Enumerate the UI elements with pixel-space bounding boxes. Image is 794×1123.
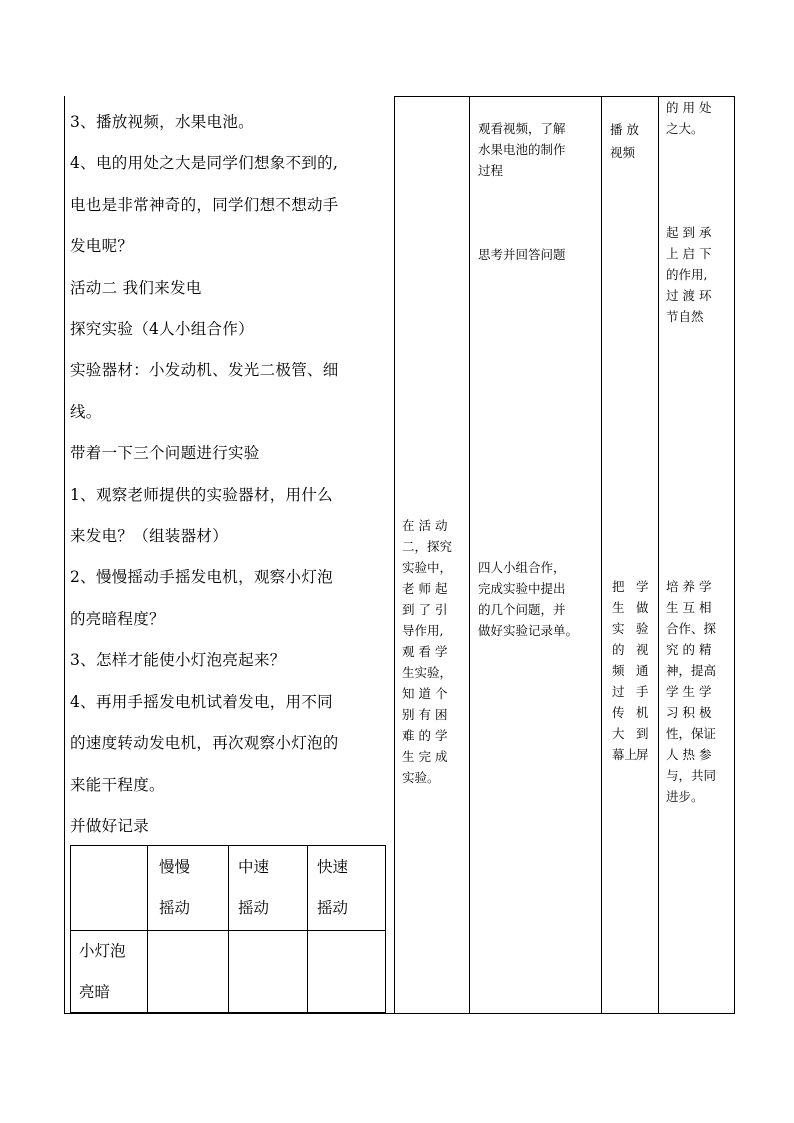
record-table-vline-3 [307, 845, 308, 1013]
intent-line: 生 互 相 [666, 600, 712, 615]
media-play-video [610, 118, 654, 164]
content-line: 2、慢慢摇动手摇发电机，观察小灯泡 [70, 568, 333, 587]
table-right-border [734, 96, 735, 1014]
student-activity-line: 四人小组合作， [478, 560, 566, 575]
media-line: 传 [612, 705, 625, 720]
record-table-vline-2 [228, 845, 229, 1013]
teacher-activity-line: 老 师 起 [402, 581, 448, 596]
teacher-activity-line: 难 的 学 [402, 728, 448, 743]
col-divider-1 [394, 96, 395, 1014]
header-medium-line2: 摇动 [238, 899, 270, 917]
col-divider-4 [658, 96, 659, 1014]
row-label-line2: 亮暗 [79, 983, 111, 1001]
student-activity-line: 观看视频，了解 [478, 121, 566, 136]
media-line: 手 [636, 684, 649, 699]
media-line: 频 [612, 663, 625, 678]
intent-line: 的 用 处 [666, 100, 712, 115]
intent-line: 节自然 [666, 309, 704, 324]
teacher-activity-line: 生 完 成 [402, 749, 448, 764]
record-table-right [385, 845, 386, 1013]
header-slow-line1: 慢慢 [159, 858, 191, 876]
content-line: 实验器材：小发动机、发光二极管、细 [70, 361, 339, 380]
student-activity-group [478, 557, 598, 641]
intent-line: 培 养 学 [666, 579, 712, 594]
media-line: 实 [612, 621, 625, 636]
media-line: 通 [636, 663, 649, 678]
teacher-activity-line: 实验。 [402, 770, 440, 785]
intent-cooperation [666, 576, 730, 807]
teacher-activity-line: 别 有 困 [402, 707, 448, 722]
teacher-activity-line: 在 活 动 [402, 518, 448, 533]
header-medium-line1: 中速 [238, 858, 270, 876]
content-line: 线。 [70, 402, 102, 421]
student-activity-line: 水果电池的制作 [478, 142, 566, 157]
student-activity-line: 完成实验中提出 [478, 581, 566, 596]
media-projection-right [636, 576, 656, 765]
student-activity-line: 思考并回答问题 [478, 247, 566, 262]
media-line: 视 [636, 642, 649, 657]
row-label-line1: 小灯泡 [79, 942, 126, 960]
teacher-activity-line: 到 了 引 [402, 602, 448, 617]
media-line: 幕上 [612, 747, 638, 762]
intent-usefulness [666, 97, 730, 139]
media-line: 学 [636, 579, 649, 594]
content-line: 1、观察老师提供的实验器材，用什么 [70, 485, 333, 504]
intent-line: 习 积 极 [666, 705, 712, 720]
intent-line: 进步。 [666, 789, 704, 804]
student-activity-line: 的几个问题，并 [478, 602, 566, 617]
intent-line: 合作、探 [666, 621, 717, 636]
content-line: 3、怎样才能使小灯泡亮起来？ [70, 651, 286, 670]
media-line: 大 [612, 726, 625, 741]
row-label-bulb [79, 931, 126, 1013]
content-line: 来发电？（组装器材） [70, 527, 229, 546]
student-activity-watch [478, 118, 598, 181]
content-line: 的亮暗程度？ [70, 609, 165, 628]
intent-line: 性，保证 [666, 726, 717, 741]
media-line: 播 放 [610, 122, 639, 137]
media-line: 机 [636, 705, 649, 720]
header-fast-line1: 快速 [317, 858, 349, 876]
media-line: 视频 [610, 145, 636, 160]
intent-line: 神，提高 [666, 663, 717, 678]
intent-line: 的作用, [666, 267, 708, 282]
intent-line: 之大。 [666, 121, 704, 136]
intent-transition [666, 222, 730, 327]
content-line: 电也是非常神奇的，同学们想不想动手 [70, 195, 339, 214]
intent-line: 人 热 参 [666, 747, 712, 762]
student-activity-line: 过程 [478, 163, 504, 178]
media-line: 到 [636, 726, 649, 741]
content-line: 4、再用手摇发电机试着发电，用不同 [70, 692, 333, 711]
record-table [70, 845, 386, 1013]
intent-line: 与，共同 [666, 768, 717, 783]
header-fast-line2: 摇动 [317, 899, 349, 917]
media-line: 过 [612, 684, 625, 699]
teacher-activity-line: 知 道 个 [402, 686, 448, 701]
media-line: 生 [612, 600, 625, 615]
content-line: 3、播放视频，水果电池。 [70, 113, 254, 131]
media-line: 把 [612, 579, 625, 594]
content-line: 来能干程度。 [70, 775, 165, 794]
content-line: 带着一下三个问题进行实验 [70, 444, 260, 463]
intent-line: 究 的 精 [666, 642, 712, 657]
content-line: 活动二 我们来发电 [70, 278, 202, 297]
header-slow-line2: 摇动 [159, 899, 191, 917]
record-table-vline-1 [147, 845, 148, 1013]
media-line: 屏 [636, 747, 649, 762]
intent-line: 学 生 学 [666, 684, 712, 699]
header-slow [159, 847, 190, 929]
header-medium [238, 847, 269, 929]
intent-line: 上 启 下 [666, 246, 712, 261]
content-line: 发电呢？ [70, 237, 134, 256]
media-line: 做 [636, 600, 649, 615]
teacher-activity-line: 观 看 学 [402, 644, 448, 659]
content-line: 并做好记录 [70, 816, 150, 835]
content-line: 的速度转动发电机，再次观察小灯泡的 [70, 734, 339, 753]
col-divider-2 [469, 96, 470, 1014]
teacher-activity-line: 实验中， [402, 560, 453, 575]
media-line: 验 [636, 621, 649, 636]
header-fast [317, 847, 348, 929]
teacher-activity-cell [402, 515, 464, 788]
student-activity-line: 做好实验记录单。 [478, 623, 579, 638]
content-line: 探究实验（4人小组合作） [70, 320, 254, 339]
teacher-activity-line: 生实验， [402, 665, 453, 680]
teacher-activity-line: 二，探究 [402, 539, 453, 554]
record-table-left [70, 845, 71, 1013]
intent-line: 起 到 承 [666, 225, 712, 240]
intent-line: 过 渡 环 [666, 288, 712, 303]
content-line: 4、电的用处之大是同学们想象不到的, [70, 154, 339, 173]
media-line: 的 [612, 642, 625, 657]
student-activity-think [478, 244, 598, 265]
col-divider-3 [601, 96, 602, 1014]
teacher-activity-line: 导作用, [402, 623, 444, 638]
